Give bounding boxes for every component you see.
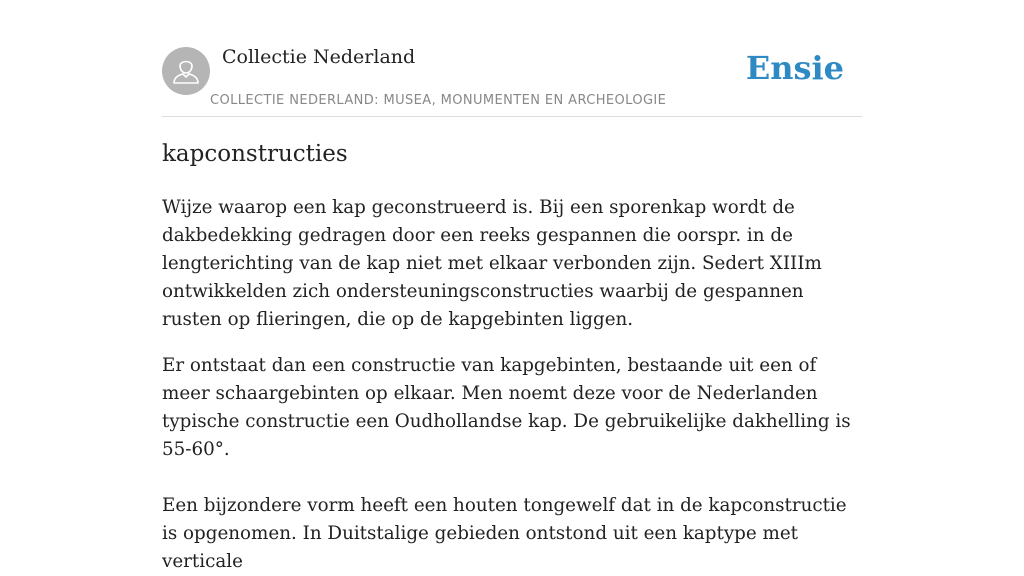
article-paragraph: Er ontstaat dan een constructie van kapgebinten, bestaande uit een of meer schaargebinten op elkaar. Men noemt deze voor de Nederlanden typische constructie een Oudhollandse kap. De gebruikelijke dakhelling is 55-60°.	[162, 355, 851, 460]
page-title: kapconstructies	[162, 141, 348, 167]
site-name[interactable]: Collectie Nederland	[222, 46, 416, 68]
site-subtitle[interactable]: COLLECTIE NEDERLAND: MUSEA, MONUMENTEN EN ARCHEOLOGIE	[210, 93, 667, 108]
brand-logo[interactable]: Ensie	[745, 49, 844, 87]
article-paragraph: Wijze waarop een kap geconstrueerd is. Bij een sporenkap wordt de dakbedekking gedragen door een reeks gespannen die oorspr. in de lengterichting van de kap niet met elkaar verbonden zijn. Sedert XIIIm ontwikkelden zich ondersteuningsconstructies waarbij de gespannen rusten op flieringen, die op de kapgebinten liggen.	[162, 197, 822, 330]
article	[162, 138, 852, 576]
avatar[interactable]	[162, 47, 210, 95]
site-header	[162, 40, 862, 117]
article-paragraph: Een bijzondere vorm heeft een houten tongewelf dat in de kapconstructie is opgenomen. In Duitstalige gebieden ontstond uit een kaptype met verticale	[162, 495, 847, 572]
user-placeholder-icon	[162, 47, 210, 95]
